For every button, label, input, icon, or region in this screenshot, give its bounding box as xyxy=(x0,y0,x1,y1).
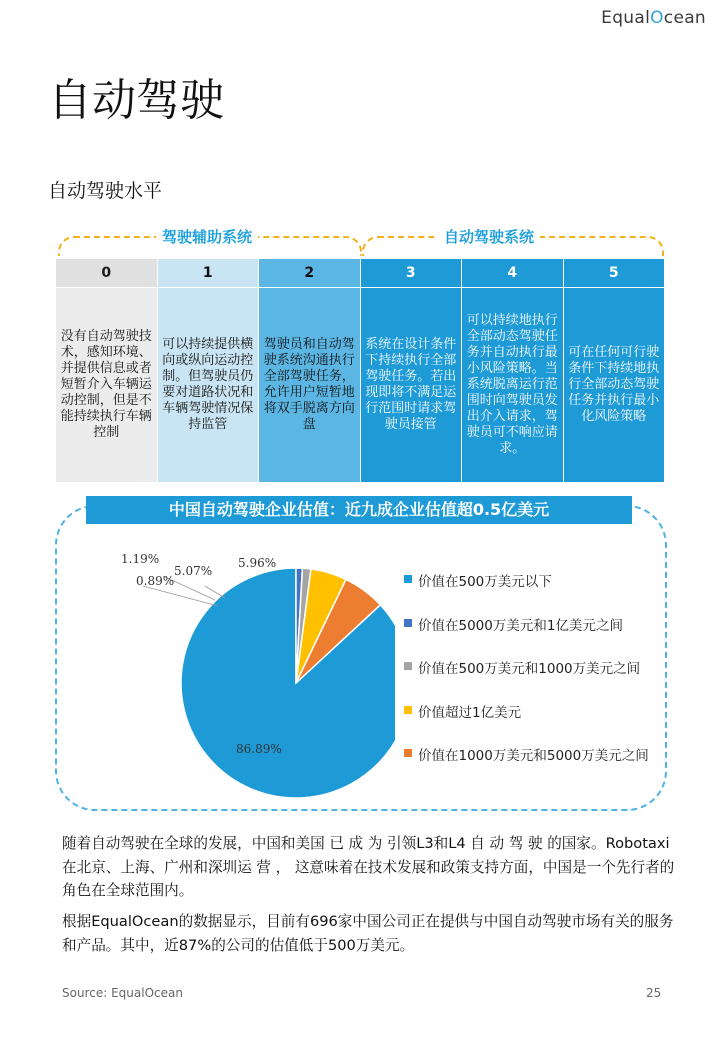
valuation-banner: 中国自动驾驶企业估值：近九成企业估值超0.5亿美元 xyxy=(86,496,632,524)
legend-label: 价值在1000万美元和5000万美元之间 xyxy=(418,748,649,765)
level-description: 可以持续提供横向或纵向运动控制。但驾驶员仍要对道路状况和车辆驾驶情况保持监管 xyxy=(157,288,259,483)
legend-label: 价值在500万美元和1000万美元之间 xyxy=(418,661,641,678)
legend-swatch xyxy=(404,662,412,670)
label-leader-line xyxy=(205,586,225,598)
legend-item xyxy=(404,657,649,701)
levels-header-row xyxy=(56,259,665,288)
page-title: 自动驾驶 xyxy=(48,75,224,126)
levels-desc-row xyxy=(56,288,665,483)
legend-item xyxy=(404,570,649,614)
level-number: 4 xyxy=(462,259,564,288)
legend-label: 价值在500万美元以下 xyxy=(418,574,552,590)
pie-data-label: 0.89% xyxy=(136,574,175,588)
section-subtitle: 自动驾驶水平 xyxy=(48,180,163,202)
legend-item xyxy=(404,614,649,658)
level-number: 2 xyxy=(259,259,361,288)
logo-text-1: Equal xyxy=(601,8,651,28)
brand-logo xyxy=(601,8,706,28)
logo-text-2: cean xyxy=(663,8,706,28)
level-description: 可以持续地执行全部动态驾驶任务并自动执行最小风险策略。当系统脱离运行范围时向驾驶员发出介入请求，驾驶员可不响应请求。 xyxy=(462,288,564,483)
level-number: 1 xyxy=(157,259,259,288)
auto-group-label: 自动驾驶系统 xyxy=(438,226,540,247)
legend-item xyxy=(404,744,649,788)
level-number: 5 xyxy=(563,259,665,288)
legend-label: 价值在5000万美元和1亿美元之间 xyxy=(418,617,623,634)
legend-swatch xyxy=(404,706,412,714)
level-number: 3 xyxy=(360,259,462,288)
legend-swatch xyxy=(404,619,412,627)
logo-text-o: O xyxy=(650,8,664,28)
level-description: 可在任何可行驶条件下持续地执行全部动态驾驶任务并执行最小化风险策略 xyxy=(563,288,665,483)
legend-swatch xyxy=(404,749,412,757)
pie-data-label: 86.89% xyxy=(236,742,282,756)
source-note: Source: EqualOcean xyxy=(62,986,183,1000)
assist-group-label: 驾驶辅助系统 xyxy=(156,226,258,247)
body-paragraph-1: 随着自动驾驶在全球的发展，中国和美国 已 成 为 引领L3和L4 自 动 驾 驶 的国家。Robotaxi在北京、上海、广州和深圳运 营 ， 这意味着在技术发展和政策支持方面，中国是一个先行者的角色在全球范围内。 xyxy=(62,835,675,899)
level-description: 驾驶员和自动驾驶系统沟通执行全部驾驶任务，允许用户短暂地将双手脱离方向盘 xyxy=(259,288,361,483)
level-description: 系统在设计条件下持续执行全部驾驶任务。若出现即将不满足运行范围时请求驾驶员接管 xyxy=(360,288,462,483)
page-number: 25 xyxy=(646,986,662,1000)
pie-data-label: 5.96% xyxy=(238,556,277,570)
legend-item xyxy=(404,701,649,745)
pie-data-label: 5.07% xyxy=(174,564,213,578)
body-paragraph-2: 根据EqualOcean的数据显示，目前有696家中国公司正在提供与中国自动驾驶市场有关的服务和产品。其中，近87%的公司的估值低于500万美元。 xyxy=(62,913,674,954)
level-description: 没有自动驾驶技术，感知环境、并提供信息或者短暂介入车辆运动控制，但是不能持续执行车辆控制 xyxy=(56,288,158,483)
level-number: 0 xyxy=(56,259,158,288)
pie-legend xyxy=(404,570,649,788)
automation-levels-table xyxy=(55,258,665,483)
pie-data-label: 1.19% xyxy=(121,552,160,566)
legend-label: 价值超过1亿美元 xyxy=(418,704,522,721)
valuation-pie-chart xyxy=(55,540,395,805)
legend-swatch xyxy=(404,575,412,583)
